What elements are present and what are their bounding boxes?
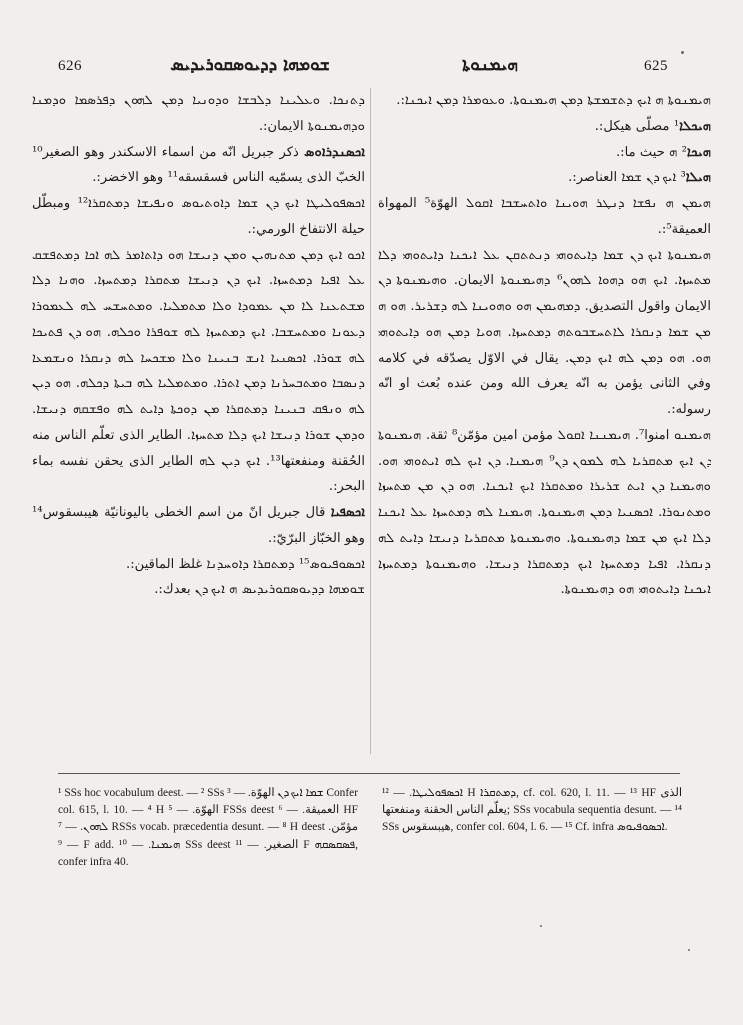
right-running-head: ܗܝܡܢܘܬܐ (462, 55, 518, 75)
right-column-text (378, 88, 711, 764)
entry-paragraph: ܗܝܡܢܘ امنوا⁷. ܗܝܡܢܢܐ ܐܩܘܠ مؤمن امين مؤمّن⁸ ثقة. ܗܝܡܢܘܬܐ ܕܢ ܐܝܟ ܡܬܩܪܝܐ ܠܗ ܠܡܘܢ ܕܢ⁹ ܗܝܡܢܐ. ܕܢ ܐܝܟ ܠܗ ܐܝܬܘܗܝ ܗܘ. ܘܗܝܡܢܐ ܕܢ ܐܝܬ ܫܪܝܪܐ ܘܡܬܩܪܐ ܐܝܟ ܐܝܟܢܐ. ܗܘ ܕܢ ܡܢ ܡܬܚܙܐ ܘܡܬܢܘܪܐ. ܐܟܣܢܝܐ ܕܡܢ ܗܝܡܢܘܬܐ. ܗܝܡܢܐ ܠܗ ܕܡܬܚܙܐ ܥܠ ܐܝܟܢܐ ܕܠܐ ܐܝܟ ܡܢ ܫܡܐ ܕܗܝܡܢܘܬܐ. ܘܗܝܡܢܘܬܐ ܡܬܩܪܝܐ ܕܢܝܫܐ ܕܐܝܬ ܠܗ ܕܢܩܪܐ. ܐܦܝܐ ܕܡܬܚܙܐ ܐܝܟ ܕܡܬܩܪܐ ܕܢܝܫܐ. ܘܗܝܡܢܘܬܐ ܕܡܬܚܙܐ ܐܝܟܢܐ ܕܐܝܬܘܗܝ ܗܘ ܕܗܝܡܢܘܬܐ. (378, 427, 711, 598)
entry-paragraph: ܫܘܡܗܐ ܕܕܝܘܣܩܘܪܝܕܝܣ ܗ ܐܝܟ ܕܢ بعدك:. (154, 582, 365, 598)
column-divider (370, 88, 371, 754)
entry-paragraph: ܗܝܡܢܘܬܐ ܐܝܟ ܕܢ ܫܡܐ ܕܐܝܬܘܗܝ ܕܢܬܬܩܢ ܥܠ ܐܝܟܢܐ ܕܐܝܬܘܗܝ ܕܠܐ ܡܬܚܙܐ. ܐܝܟ ܗܘ ܕܗܘܐ ܠܗܘܢ⁶ ܕܗܝܡܢܘܬܐ الايمان. ܘܗܝܡܢܘܬܐ ܕܢ الايمان واقول التصديق. ܕܡܗܝܡܢ ܗܘ ܘܗܘܝܢܐ ܠܗ ܕܫܪܝܪ. ܗܘ ܗ ܡܢ ܫܡܐ ܕܢܩܪܐ ܠܐܬܚܫܒܘܬܗ ܕܡܬܚܙܐ. ܗܘܝܐ ܕܡܢ ܗܘ ܕܐܝܬܘܗܝ ܗܘ. ܗܘ ܕܡܢ ܠܗ ܐܝܟ ܕܡܢ. يقال في الاوّل يصدّقه في كلامه وفي الثانى يؤمن به انّه يعرف الله ومن عنده بُعث او انّه رسوله:. (378, 247, 711, 417)
footnotes-right (382, 785, 682, 837)
left-column-text (32, 88, 365, 764)
headword: ܗܝܟܠܐ (679, 118, 711, 134)
entry-paragraph: ܗܝܟܠܐ¹ مصلّى هيكل:. (594, 118, 711, 134)
right-page-number: 625 (644, 58, 668, 74)
footnote-rule (58, 773, 680, 774)
paper-speck (540, 925, 542, 927)
entry-paragraph: ܗܝܠܐ³ ܐܝܟ ܕܢ ܫܡܐ العناصر:. (568, 170, 711, 186)
headword: ܐܟܣܢܕܪܐܘܣ (304, 144, 365, 160)
left-page-number: 626 (58, 58, 82, 74)
entry-paragraph: ܐܟܣܦܝܐ قال جبريل انّ من اسم الخطى باليونانيّة هيبسقوس¹⁴ وهو الخبّاز البرّيّ:. (32, 505, 365, 546)
headword: ܗܝܠܐ (685, 170, 711, 186)
left-running-head: ܫܘܡܗܐ ܕܕܝܘܣܩܘܪܝܕܝܣ (170, 55, 330, 75)
entry-paragraph: ܐܟܘ ܐܝܟ ܕܡܢ ܡܬܢܗܝܢ ܘܡܢ ܕܢܝܫܐ ܗܘ ܕܐܬܐܡܪ ܠܗ ܐܟܐ ܕܡܬܦܫܩ ܥܠ ܐܦܝܐ ܕܡܬܚܙܐ. ܐܝܟ ܕܢ ܕܢܝܫܐ ܡܬܩܪܐ ܕܡܬܚܙܐ. ܘܗܢܐ ܕܠܐ ܡܫܬܥܢܐ ܠܐ ܡܢ ܥܡܘܕܐ ܘܠܐ ܡܬܡܠܝܐ. ܘܡܬܚܫܚ ܠܗ ܠܥܡܘܪܐ ܕܥܘܢܐ ܘܡܬܚܫܒܐ. ܐܝܟ ܕܡܬܚܙܐ ܠܗ ܫܘܦܪܐ ܘܟܠܗ. ܗܘ ܕܢ ܦܬܝܟܐ ܠܗ ܫܘܪܐ. ܐܟܣܢܝܐ ܐܢܫ ܒܢܝܢܐ ܘܠܐ ܡܫܟܚܐ ܠܗ ܕܢܩܪܐ ܘܢܫܡܥܐ ܕܢܣܒܐ ܘܡܬܒܚܪܢܐ ܕܡܢ ܐܬܪܐ. ܘܡܬܡܠܝܐ ܠܗ ܒܝܬܐ ܕܟܠܗ. ܗܘ ܕܝܢ ܠܗ ܘܢܦܩ ܒܢܝܢܐ ܕܡܬܩܪܐ ܡܢ ܕܘܟܬܐ ܕܐܝܬ ܠܗ ܘܦܫܩܗ ܕܢܝܫܐ. ܘܕܡܢ ܫܘܪܐ ܕܢܝܫܐ ܐܝܟ ܕܠܐ ܡܬܚܙܐ. الطاير الذى تعلّم الناس منه الحُقنة ومنفعتها¹³. ܐܝܟ ܕܝܢ ܠܗ الطاير الذى يحقن نفسه بماء البحر:. (32, 247, 365, 495)
headword: ܐܟܣܦܝܐ (330, 505, 365, 520)
paper-speck (688, 949, 690, 951)
footnote-text: ܐܟܣܦܘܠܝܛܐ. — ¹² H ܕܡܬܩܪܐ, cf. col. 620, l. 11. — ¹³ HF الذى يعلّم الناس الحقنة ومنفعتها; SSs vocabula sequentia desunt. — ¹⁴ SSs هيبسقوس, confer col. 604, l. 6. — ¹⁵ Cf. infra ܐܟܣܘܦܝܘܣ. (382, 787, 683, 834)
headword: ܗܝܟܐ (686, 144, 711, 160)
entry-paragraph: ܕܬܢܟܐ. ܘܥܠܝܢܐ ܕܠܒܫܐ ܘܕܘܢܝܐ ܕܡܢ ܠܗܘܢ ܕܦܪܣܡܐ ܘܕܡܢܐ ܘܕܗܝܡܢܘܬܐ الايمان:. (32, 93, 365, 134)
entry-paragraph: ܐܟܣܢܕܪܐܘܣ ذكر جبريل انّه من اسماء الاسكندر وهو الصغير¹⁰ الخبّ الذى يسمّيه الناس فسقسقه¹¹ وهو الاخضر:. (32, 144, 365, 186)
footnote-text: ¹ SSs hoc vocabulum deest. — ² SSs ܫܡܐ ܐܝܟ ܕܢ الهوّة. — ³ Confer col. 615, l. 10. — ⁴ H الهوّة. — ⁵ FSSs deest العميقة. — ⁶ HF ܠܗܘܢ. — ⁷ RSSs vocab. præcedentia desunt. — ⁸ H deest مؤمّن. — ⁹ F add. ܗܝܡܢܐ. — ¹⁰ SSs deest الصغير. — ¹¹ F ܦܣܩܣܩܗ, confer infra 40. (58, 787, 359, 868)
entry-paragraph: ܐܟܣܘܦܝܘܣ¹⁵ ܕܡܬܩܪܐ ܕܐܘܚܕܢܐ غلظ الماقين:. (126, 556, 365, 572)
footnotes-left (58, 785, 358, 871)
entry-paragraph: ܗܝܡܢ ܗ ܢܦܫܐ ܕܢܛܪ ܗܘܝܢܐ ܘܐܬܚܫܒܐ ܐܩܘܠ الهوّة⁵ المهواة العميقة⁵:. (378, 196, 711, 237)
entry-paragraph: ܗܝܟܐ² ܗ حيث ما:. (615, 144, 711, 160)
entry-paragraph: ܐܟܣܦܘܠܝܛܐ ܐܝܟ ܕܢ ܫܡܐ ܕܐܘܬܝܘܣ ܘܢܦܝܫܐ ܕܡܬܩܪܐ¹² ومبطّل حيلة الانتفاخ الورمي:. (32, 196, 365, 237)
paper-speck (681, 51, 684, 54)
entry-paragraph: ܗܝܡܢܘܬܐ ܗ ܐܝܟ ܕܬܫܡܫܬܐ ܕܡܢ ܗܝܡܢܘܬܐ. ܘܥܘܡܪܐ ܕܡܢ ܐܝܟܢܐ:. (396, 93, 711, 108)
